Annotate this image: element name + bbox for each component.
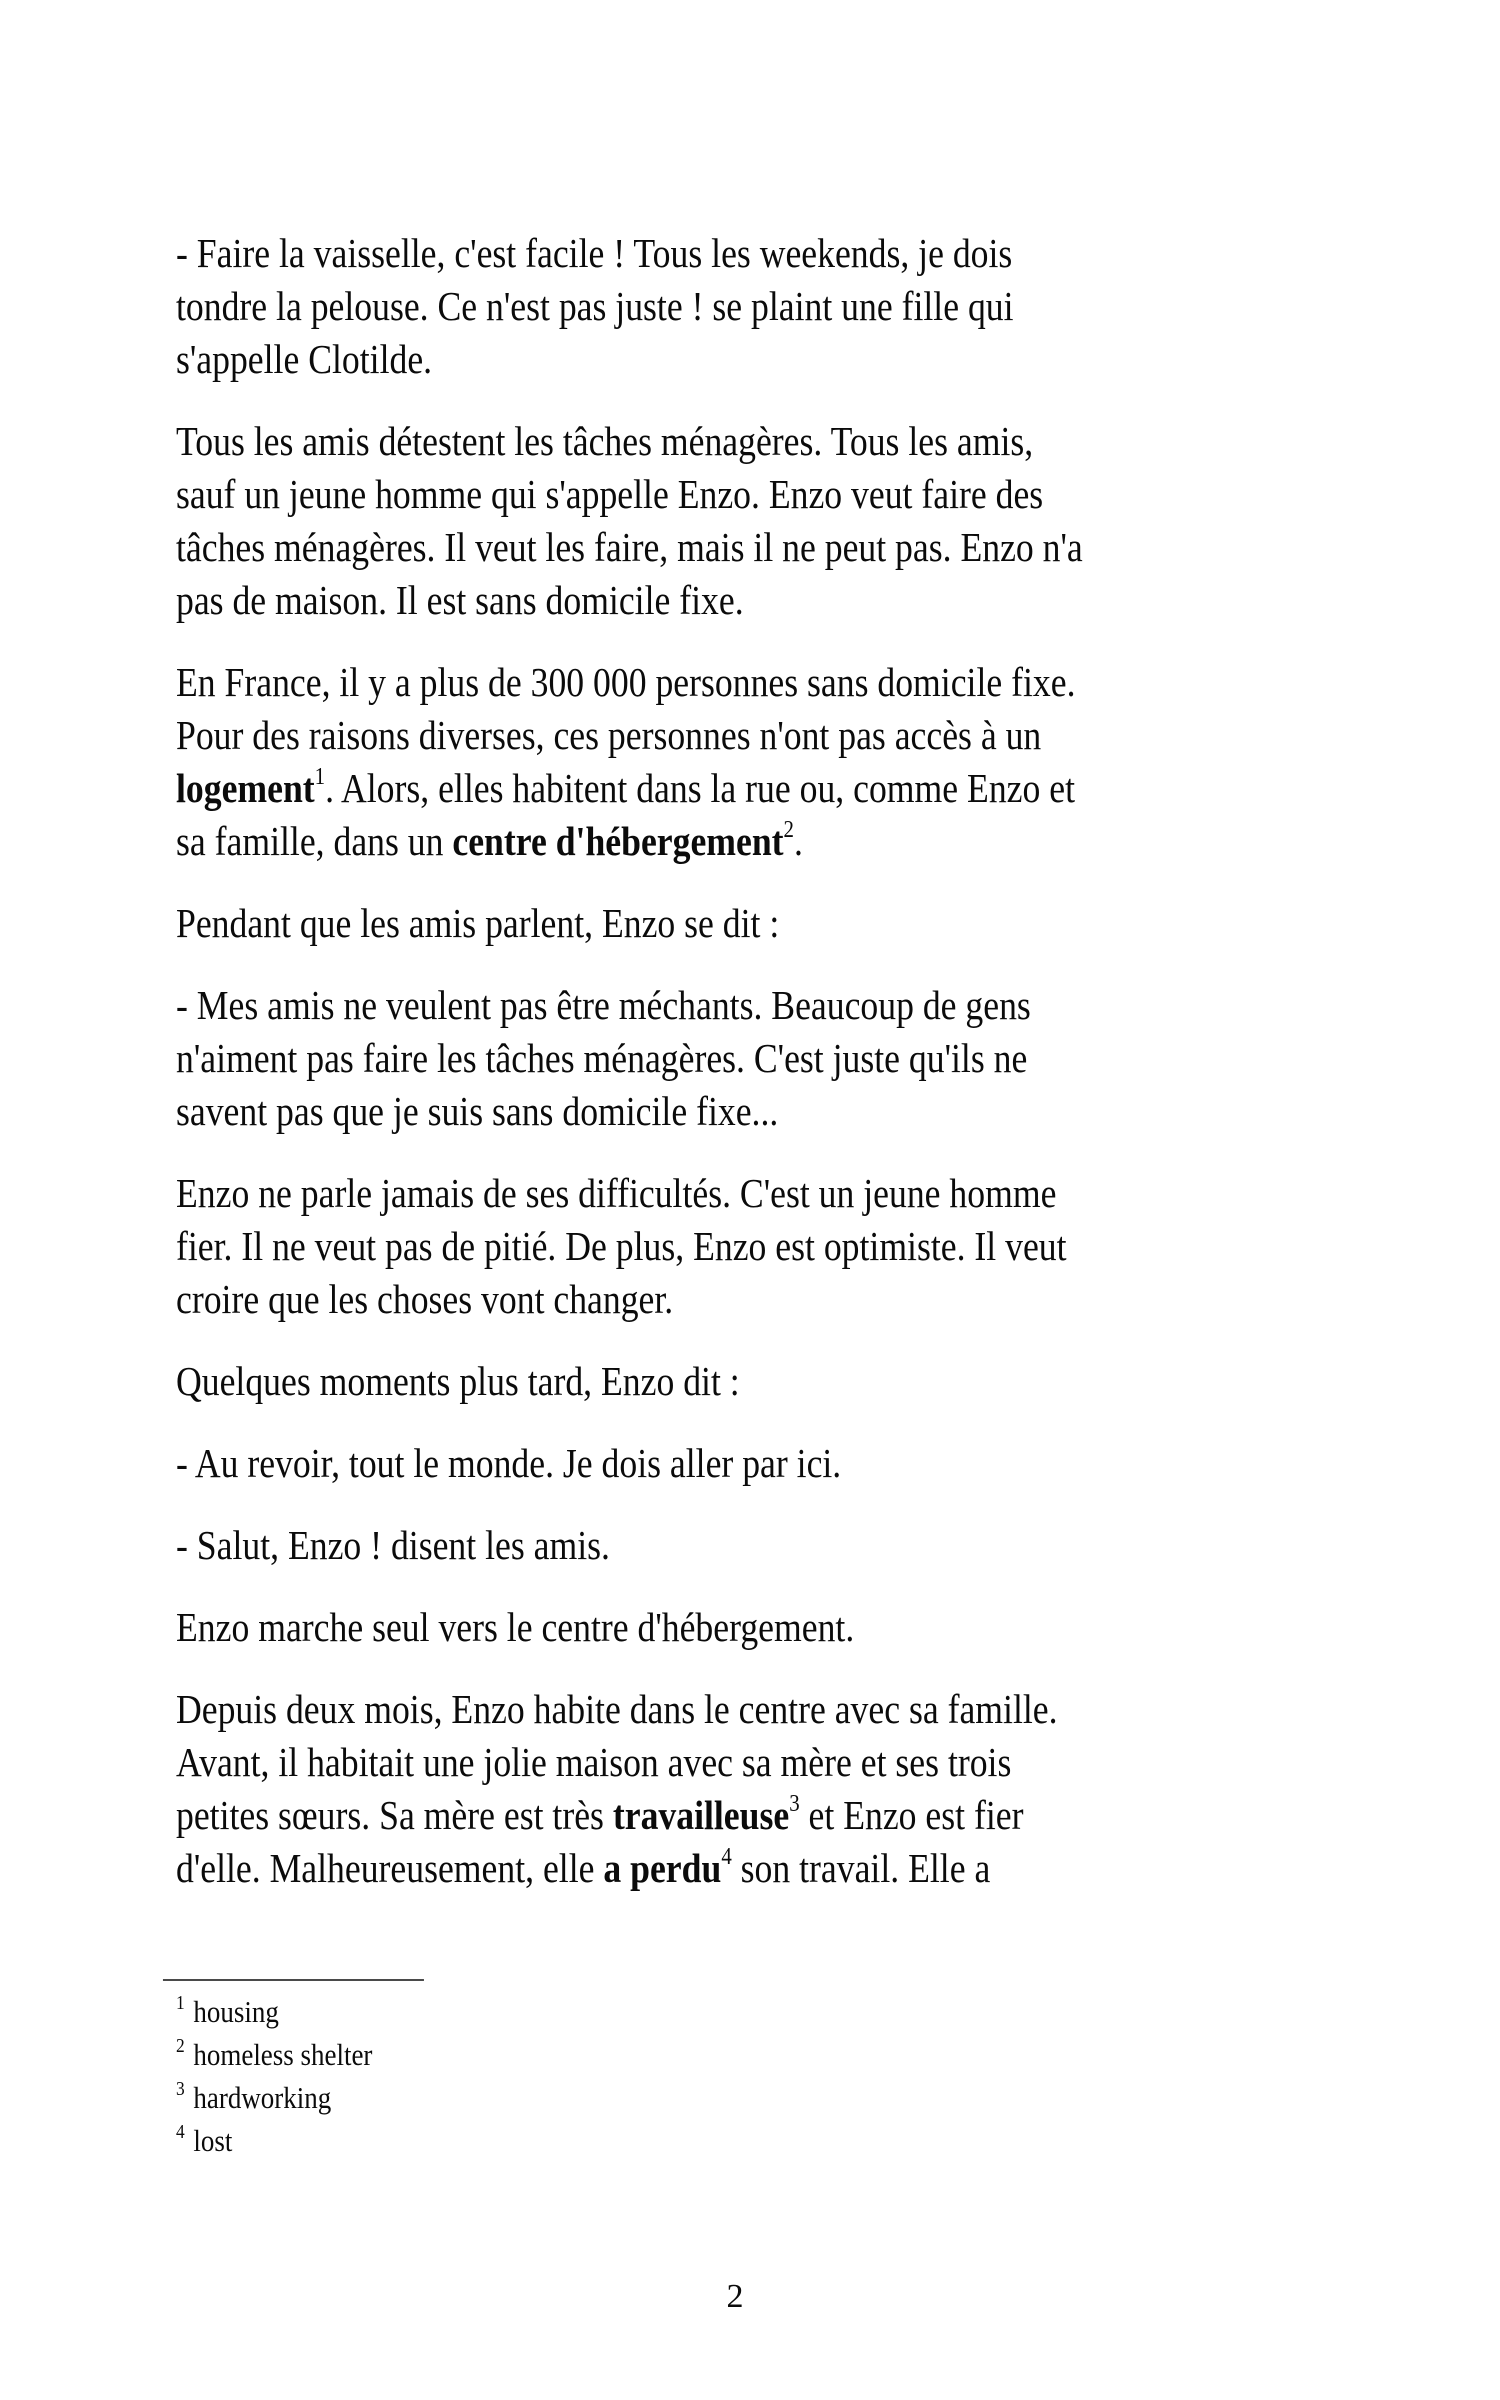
text-segment: En France, il y a plus de 300 000 personnes sans domicile fixe. [176,659,1076,705]
paragraph [176,1519,1307,1572]
paragraph [176,227,1307,386]
text-line [176,1032,1307,1085]
footnotes-list [176,1990,1307,2162]
text-segment: fier. Il ne veut pas de pitié. De plus, Enzo est optimiste. Il veut [176,1223,1067,1269]
text-line [176,1519,1307,1572]
text-segment: sa famille, dans un [176,818,453,864]
text-segment: Depuis deux mois, Enzo habite dans le centre avec sa famille. [176,1686,1058,1732]
footnote-reference: 2 [783,817,794,844]
text-segment: s'appelle Clotilde. [176,336,433,382]
text-line [176,415,1307,468]
text-segment: tondre la pelouse. Ce n'est pas juste ! se plaint une fille qui [176,283,1014,329]
text-segment: . Alors, elles habitent dans la rue ou, comme Enzo et [325,765,1075,811]
paragraph [176,897,1307,950]
footnote-item [176,2033,1307,2076]
text-segment: - Faire la vaisselle, c'est facile ! Tous les weekends, je dois [176,230,1013,276]
paragraph [176,1355,1307,1408]
text-segment: . [793,818,803,864]
footnote-number: 1 [176,1991,185,2014]
text-segment: pas de maison. Il est sans domicile fixe. [176,577,744,623]
text-line [176,1601,1307,1654]
footnote-text: homeless shelter [193,2037,373,2072]
text-line [176,979,1307,1032]
text-segment: Enzo marche seul vers le centre d'hébergement. [176,1604,855,1650]
bold-text: centre d'hébergement [452,818,784,864]
footnote-item [176,2119,1307,2162]
text-line [176,280,1307,333]
text-line [176,762,1307,815]
text-line [176,656,1307,709]
text-line [176,1220,1307,1273]
text-line [176,1167,1307,1220]
paragraph [176,1437,1307,1490]
footnote-text: lost [193,2123,233,2158]
text-line [176,815,1307,868]
text-segment: d'elle. Malheureusement, elle [176,1845,604,1891]
text-segment: et Enzo est fier [799,1792,1024,1838]
paragraph [176,979,1307,1138]
paragraph [176,1601,1307,1654]
paragraph [176,656,1307,868]
text-line [176,574,1307,627]
text-segment: n'aiment pas faire les tâches ménagères. C'est juste qu'ils ne [176,1035,1028,1081]
text-segment: tâches ménagères. Il veut les faire, mais il ne peut pas. Enzo n'a [176,524,1083,570]
text-line [176,1842,1307,1895]
footnote-item [176,1990,1307,2033]
footnote-item [176,2076,1307,2119]
text-segment: petites sœurs. Sa mère est très [176,1792,613,1838]
text-segment: Enzo ne parle jamais de ses difficultés. C'est un jeune homme [176,1170,1057,1216]
text-segment: - Au revoir, tout le monde. Je dois aller par ici. [176,1440,842,1486]
page-number: 2 [726,2278,744,2315]
paragraph [176,1683,1307,1895]
footnote-reference: 4 [721,1844,732,1871]
text-line [176,1085,1307,1138]
text-line [176,333,1307,386]
text-segment: - Salut, Enzo ! disent les amis. [176,1522,610,1568]
footnote-number: 4 [176,2120,185,2143]
footnote-number: 2 [176,2034,185,2057]
text-segment: croire que les choses vont changer. [176,1276,674,1322]
text-line [176,1736,1307,1789]
bold-text: a perdu [603,1845,722,1891]
footnote-reference: 1 [314,764,326,791]
paragraph [176,415,1307,627]
text-line [176,1437,1307,1490]
text-segment: sauf un jeune homme qui s'appelle Enzo. Enzo veut faire des [176,471,1044,517]
text-line [176,521,1307,574]
text-segment: Pendant que les amis parlent, Enzo se dit : [176,900,780,946]
bold-text: logement [176,765,315,811]
footnote-number: 3 [176,2077,185,2100]
text-segment: Quelques moments plus tard, Enzo dit : [176,1358,740,1404]
text-line [176,227,1307,280]
footnote-text: hardworking [193,2080,332,2115]
text-segment: Pour des raisons diverses, ces personnes n'ont pas accès à un [176,712,1042,758]
text-segment: Avant, il habitait une jolie maison avec sa mère et ses trois [176,1739,1012,1785]
footnote-block [176,1979,1307,2162]
paragraph [176,1167,1307,1326]
text-segment: Tous les amis détestent les tâches ménagères. Tous les amis, [176,418,1034,464]
footnote-separator [163,1979,424,1981]
text-line [176,1355,1307,1408]
text-line [176,709,1307,762]
text-line [176,1683,1307,1736]
text-segment: - Mes amis ne veulent pas être méchants. Beaucoup de gens [176,982,1031,1028]
text-segment: son travail. Elle a [731,1845,991,1891]
footnote-text: housing [193,1994,279,2029]
text-segment: savent pas que je suis sans domicile fixe... [176,1088,779,1134]
text-line [176,468,1307,521]
text-line [176,1789,1307,1842]
bold-text: travailleuse [612,1792,790,1838]
text-line [176,897,1307,950]
footnote-reference: 3 [789,1791,800,1818]
body-text [176,227,1307,2162]
text-line [176,1273,1307,1326]
